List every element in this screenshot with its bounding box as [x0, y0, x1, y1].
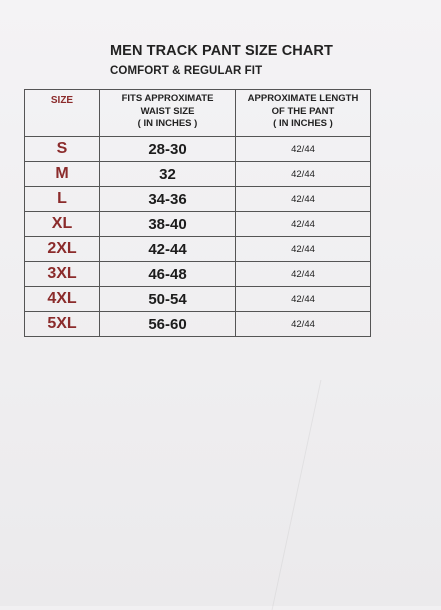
- length-cell: 42/44: [236, 312, 371, 337]
- waist-cell: 46-48: [100, 262, 236, 287]
- header-size: SIZE: [25, 90, 100, 137]
- size-cell: L: [25, 187, 100, 212]
- table-row: [25, 312, 371, 337]
- header-waist-line-1: FITS APPROXIMATE: [121, 93, 214, 104]
- chart-subtitle: COMFORT & REGULAR FIT: [110, 65, 263, 77]
- header-waist-line-2: WAIST SIZE: [140, 105, 195, 117]
- size-cell: 4XL: [25, 287, 100, 312]
- waist-cell: 42-44: [100, 237, 236, 262]
- waist-cell: 38-40: [100, 212, 236, 237]
- size-cell: XL: [25, 212, 100, 237]
- header-length: [236, 90, 371, 137]
- table-row: [25, 137, 371, 162]
- waist-cell: 32: [100, 162, 236, 187]
- table-row: [25, 237, 371, 262]
- length-cell: 42/44: [236, 187, 371, 212]
- paper-fold: [272, 380, 441, 610]
- header-waist-line-3: ( IN INCHES ): [137, 118, 198, 129]
- header-length-line-2: OF THE PANT: [271, 105, 335, 117]
- size-cell: M: [25, 162, 100, 187]
- waist-cell: 28-30: [100, 137, 236, 162]
- chart-title: MEN TRACK PANT SIZE CHART: [110, 43, 333, 59]
- size-cell: 2XL: [25, 237, 100, 262]
- length-cell: 42/44: [236, 262, 371, 287]
- waist-cell: 34-36: [100, 187, 236, 212]
- table-row: [25, 187, 371, 212]
- waist-cell: 50-54: [100, 287, 236, 312]
- table-row: [25, 262, 371, 287]
- table-row: [25, 162, 371, 187]
- header-row: [25, 90, 371, 137]
- length-cell: 42/44: [236, 162, 371, 187]
- size-chart-table: [24, 89, 371, 337]
- size-cell: 3XL: [25, 262, 100, 287]
- length-cell: 42/44: [236, 137, 371, 162]
- length-cell: 42/44: [236, 212, 371, 237]
- table-row: [25, 287, 371, 312]
- table-row: [25, 212, 371, 237]
- header-waist: [100, 90, 236, 137]
- length-cell: 42/44: [236, 287, 371, 312]
- waist-cell: 56-60: [100, 312, 236, 337]
- size-cell: 5XL: [25, 312, 100, 337]
- header-length-line-3: ( IN INCHES ): [273, 118, 333, 129]
- size-cell: S: [25, 137, 100, 162]
- length-cell: 42/44: [236, 237, 371, 262]
- header-length-line-1: APPROXIMATE LENGTH: [247, 93, 359, 104]
